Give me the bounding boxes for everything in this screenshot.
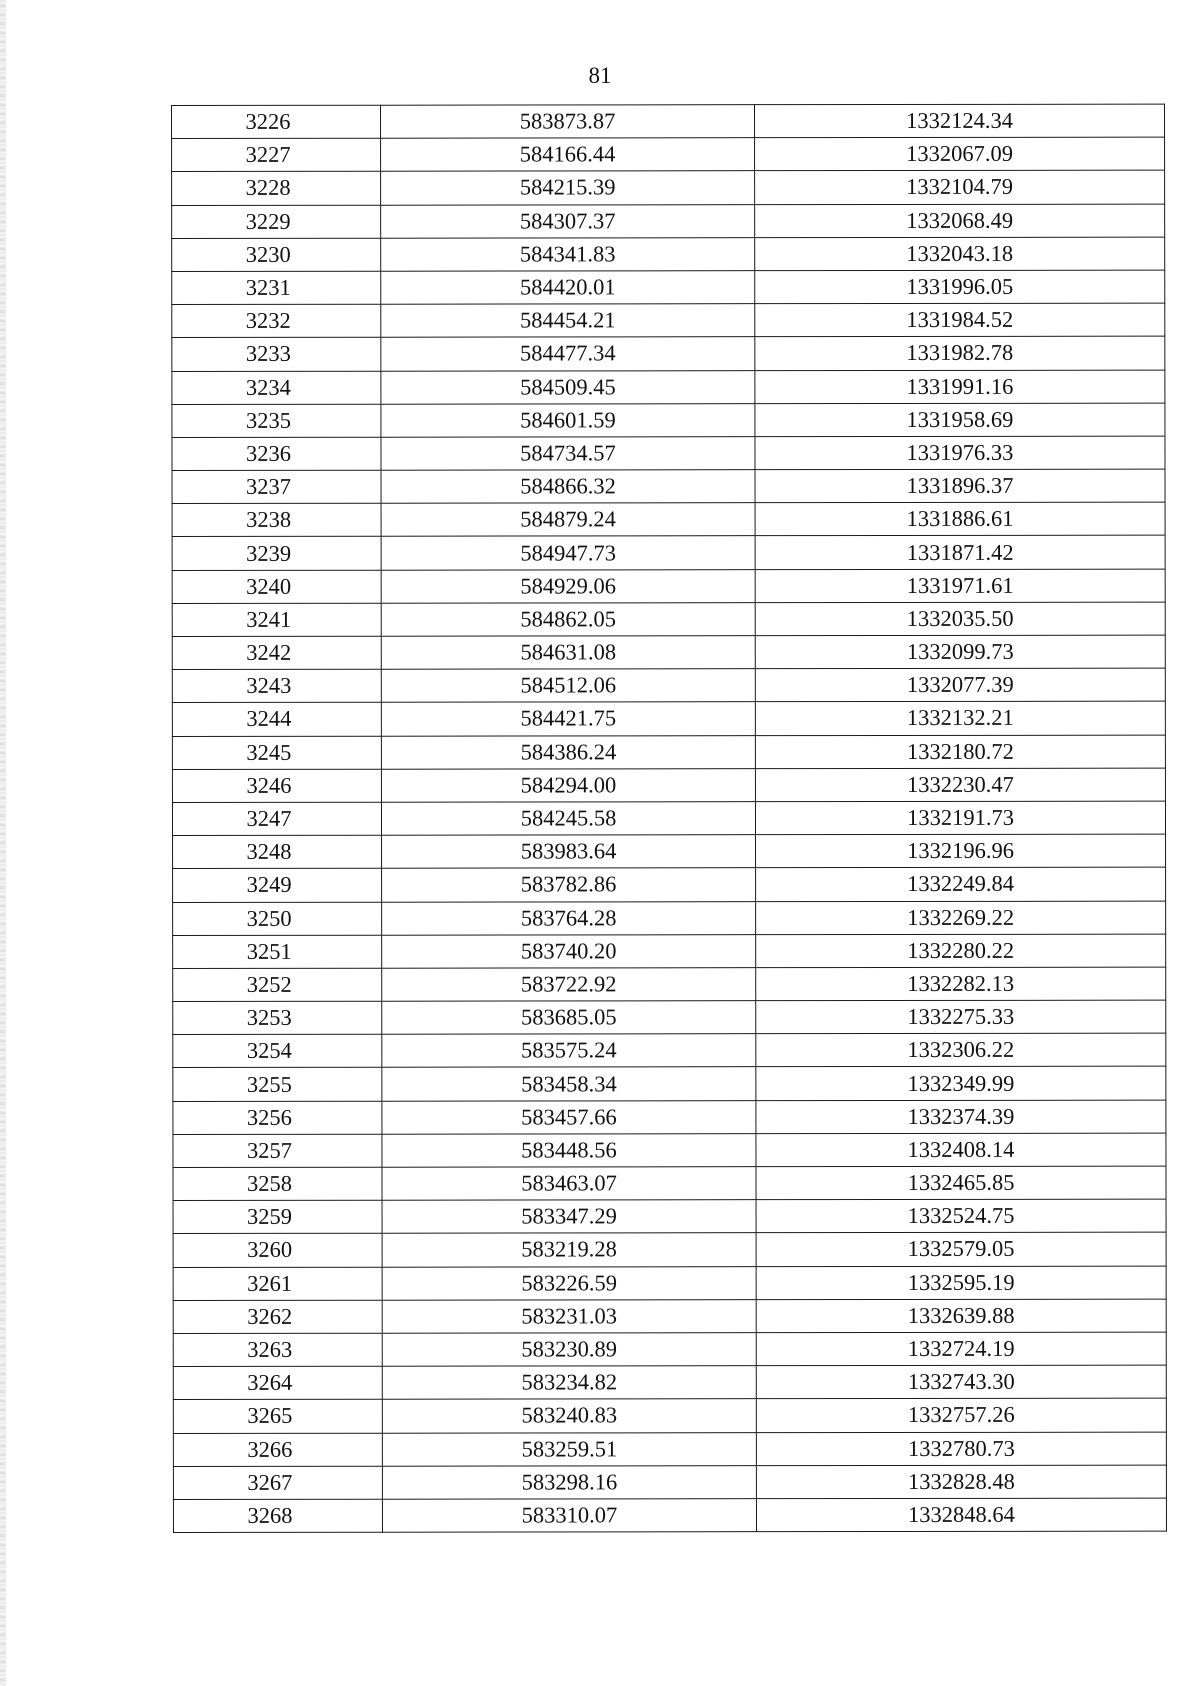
table-row xyxy=(173,1133,1166,1168)
x-coordinate-cell: 583873.87 xyxy=(381,105,755,139)
table-row xyxy=(173,1266,1166,1301)
y-coordinate-cell: 1332465.85 xyxy=(756,1166,1166,1200)
x-coordinate-cell: 583448.56 xyxy=(382,1133,756,1167)
x-coordinate-cell: 583983.64 xyxy=(382,835,756,869)
table-row xyxy=(173,1000,1166,1035)
coordinate-table-body xyxy=(172,104,1167,1532)
x-coordinate-cell: 583298.16 xyxy=(382,1465,756,1499)
y-coordinate-cell: 1332374.39 xyxy=(756,1100,1166,1134)
y-coordinate-cell: 1332067.09 xyxy=(755,137,1165,171)
x-coordinate-cell: 583463.07 xyxy=(382,1167,756,1201)
point-id-cell: 3262 xyxy=(173,1300,382,1333)
point-id-cell: 3243 xyxy=(172,669,381,702)
x-coordinate-cell: 584866.32 xyxy=(381,470,755,504)
x-coordinate-cell: 584734.57 xyxy=(381,437,755,471)
table-row xyxy=(172,602,1165,637)
table-row xyxy=(173,1365,1166,1400)
table-row xyxy=(172,104,1165,139)
y-coordinate-cell: 1332848.64 xyxy=(756,1498,1166,1532)
point-id-cell: 3259 xyxy=(173,1200,382,1233)
table-row xyxy=(172,336,1165,371)
point-id-cell: 3226 xyxy=(172,105,381,138)
y-coordinate-cell: 1331982.78 xyxy=(755,336,1165,370)
point-id-cell: 3239 xyxy=(172,537,381,570)
table-row xyxy=(172,370,1165,405)
y-coordinate-cell: 1332104.79 xyxy=(755,170,1165,204)
y-coordinate-cell: 1331971.61 xyxy=(755,569,1165,603)
y-coordinate-cell: 1332068.49 xyxy=(755,204,1165,238)
point-id-cell: 3254 xyxy=(173,1034,382,1067)
x-coordinate-cell: 583722.92 xyxy=(382,968,756,1002)
point-id-cell: 3247 xyxy=(172,802,381,835)
y-coordinate-cell: 1331984.52 xyxy=(755,303,1165,337)
x-coordinate-cell: 584166.44 xyxy=(381,138,755,172)
x-coordinate-cell: 583575.24 xyxy=(382,1034,756,1068)
table-row xyxy=(173,867,1166,902)
x-coordinate-cell: 584509.45 xyxy=(381,370,755,404)
table-row xyxy=(172,735,1165,770)
point-id-cell: 3267 xyxy=(173,1466,382,1499)
table-row xyxy=(173,1100,1166,1135)
y-coordinate-cell: 1332099.73 xyxy=(755,635,1165,669)
table-row xyxy=(172,403,1165,438)
table-row xyxy=(173,1398,1166,1433)
y-coordinate-cell: 1331958.69 xyxy=(755,403,1165,437)
table-row xyxy=(173,1498,1166,1533)
table-row xyxy=(173,1033,1166,1068)
point-id-cell: 3235 xyxy=(172,404,381,437)
page-number: 81 xyxy=(588,63,612,88)
point-id-cell: 3266 xyxy=(173,1433,382,1466)
point-id-cell: 3255 xyxy=(173,1068,382,1101)
y-coordinate-cell: 1332579.05 xyxy=(756,1232,1166,1266)
point-id-cell: 3230 xyxy=(172,238,381,271)
y-coordinate-cell: 1332196.96 xyxy=(756,834,1166,868)
table-row xyxy=(172,170,1165,205)
table-row xyxy=(173,1067,1166,1102)
table-row xyxy=(172,436,1165,471)
y-coordinate-cell: 1332408.14 xyxy=(756,1133,1166,1167)
point-id-cell: 3240 xyxy=(172,570,381,603)
table-row xyxy=(172,204,1165,239)
coordinate-table xyxy=(171,104,1167,1533)
y-coordinate-cell: 1332230.47 xyxy=(755,768,1165,802)
x-coordinate-cell: 583457.66 xyxy=(382,1100,756,1134)
x-coordinate-cell: 583347.29 xyxy=(382,1200,756,1234)
table-row xyxy=(173,1199,1166,1234)
table-row xyxy=(172,801,1165,836)
table-row xyxy=(172,768,1165,803)
table-row xyxy=(172,469,1165,504)
table-row xyxy=(173,1299,1166,1334)
point-id-cell: 3231 xyxy=(172,271,381,304)
x-coordinate-cell: 583240.83 xyxy=(382,1399,756,1433)
y-coordinate-cell: 1332743.30 xyxy=(756,1365,1166,1399)
y-coordinate-cell: 1332275.33 xyxy=(756,1000,1166,1034)
table-row xyxy=(172,668,1165,703)
y-coordinate-cell: 1331886.61 xyxy=(755,502,1165,536)
x-coordinate-cell: 584341.83 xyxy=(381,237,755,271)
table-row xyxy=(173,901,1166,936)
point-id-cell: 3228 xyxy=(172,172,381,205)
y-coordinate-cell: 1332191.73 xyxy=(755,801,1165,835)
point-id-cell: 3265 xyxy=(173,1400,382,1433)
table-row xyxy=(172,569,1165,604)
table-row xyxy=(172,270,1165,305)
point-id-cell: 3250 xyxy=(173,902,382,935)
y-coordinate-cell: 1332035.50 xyxy=(755,602,1165,636)
y-coordinate-cell: 1332077.39 xyxy=(755,668,1165,702)
point-id-cell: 3268 xyxy=(173,1499,382,1532)
point-id-cell: 3261 xyxy=(173,1267,382,1300)
point-id-cell: 3246 xyxy=(172,769,381,802)
y-coordinate-cell: 1332828.48 xyxy=(756,1465,1166,1499)
point-id-cell: 3245 xyxy=(172,736,381,769)
table-row xyxy=(172,303,1165,338)
x-coordinate-cell: 583458.34 xyxy=(382,1067,756,1101)
y-coordinate-cell: 1331896.37 xyxy=(755,469,1165,503)
table-row xyxy=(173,1432,1166,1467)
table-row xyxy=(173,1166,1166,1201)
point-id-cell: 3264 xyxy=(173,1366,382,1399)
point-id-cell: 3258 xyxy=(173,1167,382,1200)
x-coordinate-cell: 584947.73 xyxy=(381,536,755,570)
table-row xyxy=(172,502,1165,537)
x-coordinate-cell: 584294.00 xyxy=(381,768,755,802)
point-id-cell: 3229 xyxy=(172,205,381,238)
x-coordinate-cell: 584512.06 xyxy=(381,669,755,703)
y-coordinate-cell: 1332043.18 xyxy=(755,237,1165,271)
x-coordinate-cell: 583764.28 xyxy=(382,901,756,935)
y-coordinate-cell: 1332780.73 xyxy=(756,1432,1166,1466)
point-id-cell: 3234 xyxy=(172,371,381,404)
x-coordinate-cell: 584477.34 xyxy=(381,337,755,371)
y-coordinate-cell: 1332639.88 xyxy=(756,1299,1166,1333)
point-id-cell: 3238 xyxy=(172,503,381,536)
table-row xyxy=(173,1465,1166,1500)
point-id-cell: 3252 xyxy=(173,968,382,1001)
x-coordinate-cell: 584862.05 xyxy=(381,602,755,636)
y-coordinate-cell: 1331996.05 xyxy=(755,270,1165,304)
point-id-cell: 3257 xyxy=(173,1134,382,1167)
x-coordinate-cell: 583226.59 xyxy=(382,1266,756,1300)
coordinate-table-container xyxy=(171,104,1166,1533)
point-id-cell: 3263 xyxy=(173,1333,382,1366)
x-coordinate-cell: 583219.28 xyxy=(382,1233,756,1267)
y-coordinate-cell: 1332349.99 xyxy=(756,1067,1166,1101)
point-id-cell: 3241 xyxy=(172,603,381,636)
x-coordinate-cell: 584601.59 xyxy=(381,403,755,437)
y-coordinate-cell: 1332280.22 xyxy=(756,934,1166,968)
point-id-cell: 3248 xyxy=(173,835,382,868)
table-row xyxy=(173,934,1166,969)
y-coordinate-cell: 1332595.19 xyxy=(756,1266,1166,1300)
scan-edge xyxy=(0,0,6,1686)
table-row xyxy=(173,967,1166,1002)
x-coordinate-cell: 583259.51 xyxy=(382,1432,756,1466)
y-coordinate-cell: 1332306.22 xyxy=(756,1033,1166,1067)
table-row xyxy=(173,1232,1166,1267)
x-coordinate-cell: 584454.21 xyxy=(381,304,755,338)
point-id-cell: 3256 xyxy=(173,1101,382,1134)
y-coordinate-cell: 1332180.72 xyxy=(755,735,1165,769)
x-coordinate-cell: 584215.39 xyxy=(381,171,755,205)
x-coordinate-cell: 583234.82 xyxy=(382,1366,756,1400)
table-row xyxy=(172,237,1165,272)
x-coordinate-cell: 584245.58 xyxy=(381,802,755,836)
x-coordinate-cell: 584879.24 xyxy=(381,503,755,537)
table-row xyxy=(172,635,1165,670)
point-id-cell: 3232 xyxy=(172,304,381,337)
table-row xyxy=(172,536,1165,571)
y-coordinate-cell: 1332124.34 xyxy=(755,104,1165,138)
x-coordinate-cell: 584386.24 xyxy=(381,735,755,769)
y-coordinate-cell: 1332269.22 xyxy=(756,901,1166,935)
x-coordinate-cell: 583310.07 xyxy=(382,1499,756,1533)
x-coordinate-cell: 583231.03 xyxy=(382,1299,756,1333)
x-coordinate-cell: 583740.20 xyxy=(382,934,756,968)
y-coordinate-cell: 1332757.26 xyxy=(756,1398,1166,1432)
x-coordinate-cell: 584420.01 xyxy=(381,271,755,305)
point-id-cell: 3244 xyxy=(172,703,381,736)
point-id-cell: 3249 xyxy=(173,869,382,902)
y-coordinate-cell: 1332724.19 xyxy=(756,1332,1166,1366)
table-row xyxy=(172,137,1165,172)
y-coordinate-cell: 1331871.42 xyxy=(755,536,1165,570)
point-id-cell: 3253 xyxy=(173,1001,382,1034)
x-coordinate-cell: 583782.86 xyxy=(382,868,756,902)
table-row xyxy=(172,701,1165,736)
x-coordinate-cell: 584307.37 xyxy=(381,204,755,238)
point-id-cell: 3233 xyxy=(172,338,381,371)
x-coordinate-cell: 584631.08 xyxy=(381,636,755,670)
point-id-cell: 3242 xyxy=(172,636,381,669)
y-coordinate-cell: 1332132.21 xyxy=(755,701,1165,735)
point-id-cell: 3251 xyxy=(173,935,382,968)
x-coordinate-cell: 583230.89 xyxy=(382,1333,756,1367)
point-id-cell: 3227 xyxy=(172,138,381,171)
table-row xyxy=(173,834,1166,869)
point-id-cell: 3237 xyxy=(172,470,381,503)
y-coordinate-cell: 1332249.84 xyxy=(756,867,1166,901)
point-id-cell: 3236 xyxy=(172,437,381,470)
y-coordinate-cell: 1332524.75 xyxy=(756,1199,1166,1233)
table-row xyxy=(173,1332,1166,1367)
point-id-cell: 3260 xyxy=(173,1234,382,1267)
y-coordinate-cell: 1331991.16 xyxy=(755,370,1165,404)
x-coordinate-cell: 583685.05 xyxy=(382,1001,756,1035)
x-coordinate-cell: 584421.75 xyxy=(381,702,755,736)
x-coordinate-cell: 584929.06 xyxy=(381,569,755,603)
y-coordinate-cell: 1332282.13 xyxy=(756,967,1166,1001)
y-coordinate-cell: 1331976.33 xyxy=(755,436,1165,470)
